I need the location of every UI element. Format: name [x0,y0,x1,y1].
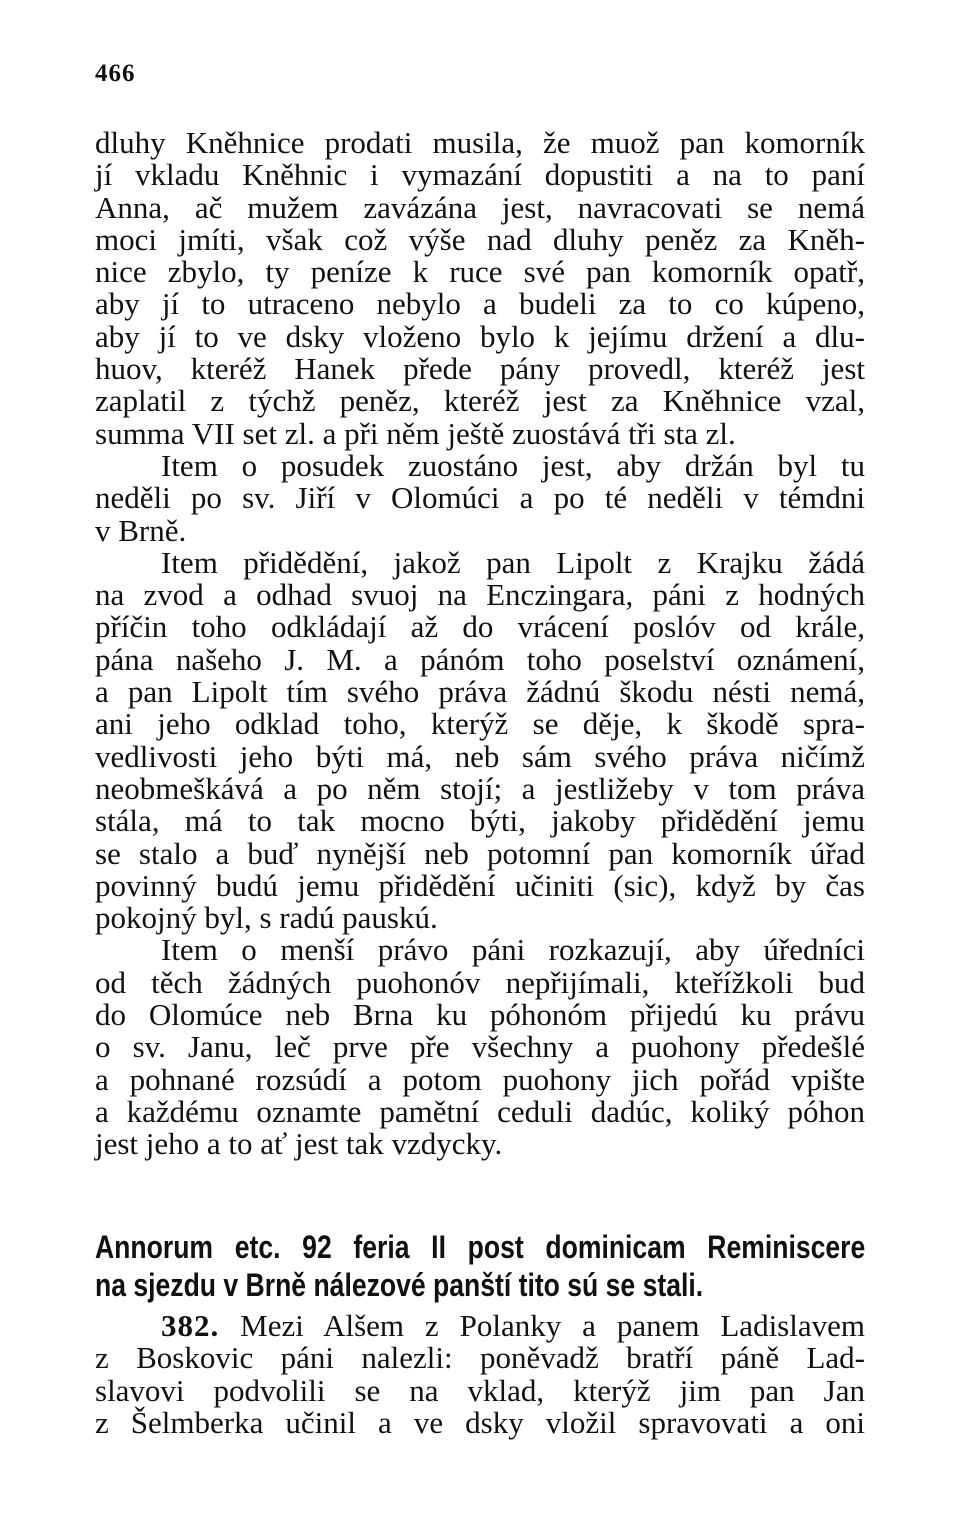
text-line: pána našeho J. M. a pánóm toho poselství oznámení, [95,641,865,677]
paragraph-item-prideden [95,544,865,936]
main-text [95,127,865,1161]
text-line: huov, kteréž Hanek přede pány provedl, kteréž jest [95,351,865,387]
text-line: aby jí to ve dsky vloženo bylo k jejímu držení a dlu- [95,318,865,354]
text-line: jest jeho a to ať jest tak vzdycky. [95,1126,503,1162]
section-heading [95,1228,865,1304]
paragraph-item-mensi-pravo [95,934,865,1160]
text-line: aby jí to utraceno nebylo a budeli za to co kúpeno, [95,286,865,322]
text-line: Item přidědění, jakož pan Lipolt z Krajku žádá [161,544,865,580]
text-line: Item o posudek zuostáno jest, aby držán byl tu [161,447,865,483]
text-line: neděli po sv. Jiří v Olomúci a po té neděli v témdni [95,480,865,516]
text-line: pokojný byl, s radú pauskú. [95,900,438,936]
entry-text: Mezi Alšem z Polanky a panem Ladislavem [240,1308,865,1343]
text-line: stála, má to tak mocno býti, jakoby přidědění jemu [95,803,865,839]
text-line: vedlivosti jeho býti má, neb sám svého práva ničímž [95,738,865,774]
text-line: z Šelmberka učinil a ve dsky vložil spravovati a oni [95,1404,865,1440]
text-line: summa VII set zl. a při něm ještě zuostává tři sta zl. [95,415,736,451]
text-line: z Boskovic páni nalezli: poněvadž bratří páně Lad- [95,1340,865,1376]
entry-number: 382. [161,1308,220,1343]
text-line: na zvod a odhad svuoj na Enczingara, páni z hodných [95,577,865,613]
text-line: povinný budú jemu přidědění učiniti (sic), když by čas [95,867,865,903]
text-line: příčin toho odkládají až do vrácení poslóv od krále, [95,609,865,645]
heading-line: na sjezdu v Brně nálezové panští tito sú se stali. [95,1267,704,1303]
text-line: do Olomúce neb Brna ku póhonóm přijedú ku právu [95,997,865,1033]
text-line: slavovi podvolili se na vklad, kterýž jim pan Jan [95,1372,865,1408]
text-line: nice zbylo, ty peníze k ruce své pan komorník opatř, [95,254,865,290]
text-line: se stalo a buď nynější neb potomní pan komorník úřad [95,835,865,871]
text-line: Anna, ač mužem zavázána jest, navracovati se nemá [95,189,865,225]
entry-382 [95,1310,865,1439]
text-line: a pohnané rozsúdí a potom puohony jich pořád vpište [95,1061,865,1097]
heading-line: Annorum etc. 92 feria II post dominicam Reminiscere [95,1229,866,1265]
paragraph-item-posudek [95,447,865,548]
text-line: moci jmíti, však což výše nad dluhy peněz za Kněh- [95,221,865,257]
text-line: neobmeškává a po něm stojí; a jestližeby v tom práva [95,770,865,806]
text-line: jí vkladu Kněhnic i vymazání dopustiti a na to paní [95,157,865,193]
paragraph-debts [95,127,865,450]
text-line: o sv. Janu, leč prve pře všechny a puohony předešlé [95,1029,865,1065]
text-line: Item o menší právo páni rozkazují, aby úředníci [161,932,865,968]
text-line: zaplatil z týchž peněz, kteréž jest za Kněhnice vzal, [95,383,865,419]
text-line: od těch žádných puohonóv nepřijímali, kteřížkoli bud [95,964,865,1000]
text-line: ani jeho odklad toho, kterýž se děje, k škodě spra- [95,706,865,742]
text-line: a pan Lipolt tím svého práva žádnú škodu nésti nemá, [95,674,865,710]
text-line: v Brně. [95,512,187,548]
text-line: dluhy Kněhnice prodati musila, že muož pan komorník [95,125,865,160]
page-number: 466 [95,60,136,87]
entry-first-line [95,1310,865,1342]
text-line: a každému oznamte pamětní ceduli dadúc, koliký póhon [95,1093,865,1129]
